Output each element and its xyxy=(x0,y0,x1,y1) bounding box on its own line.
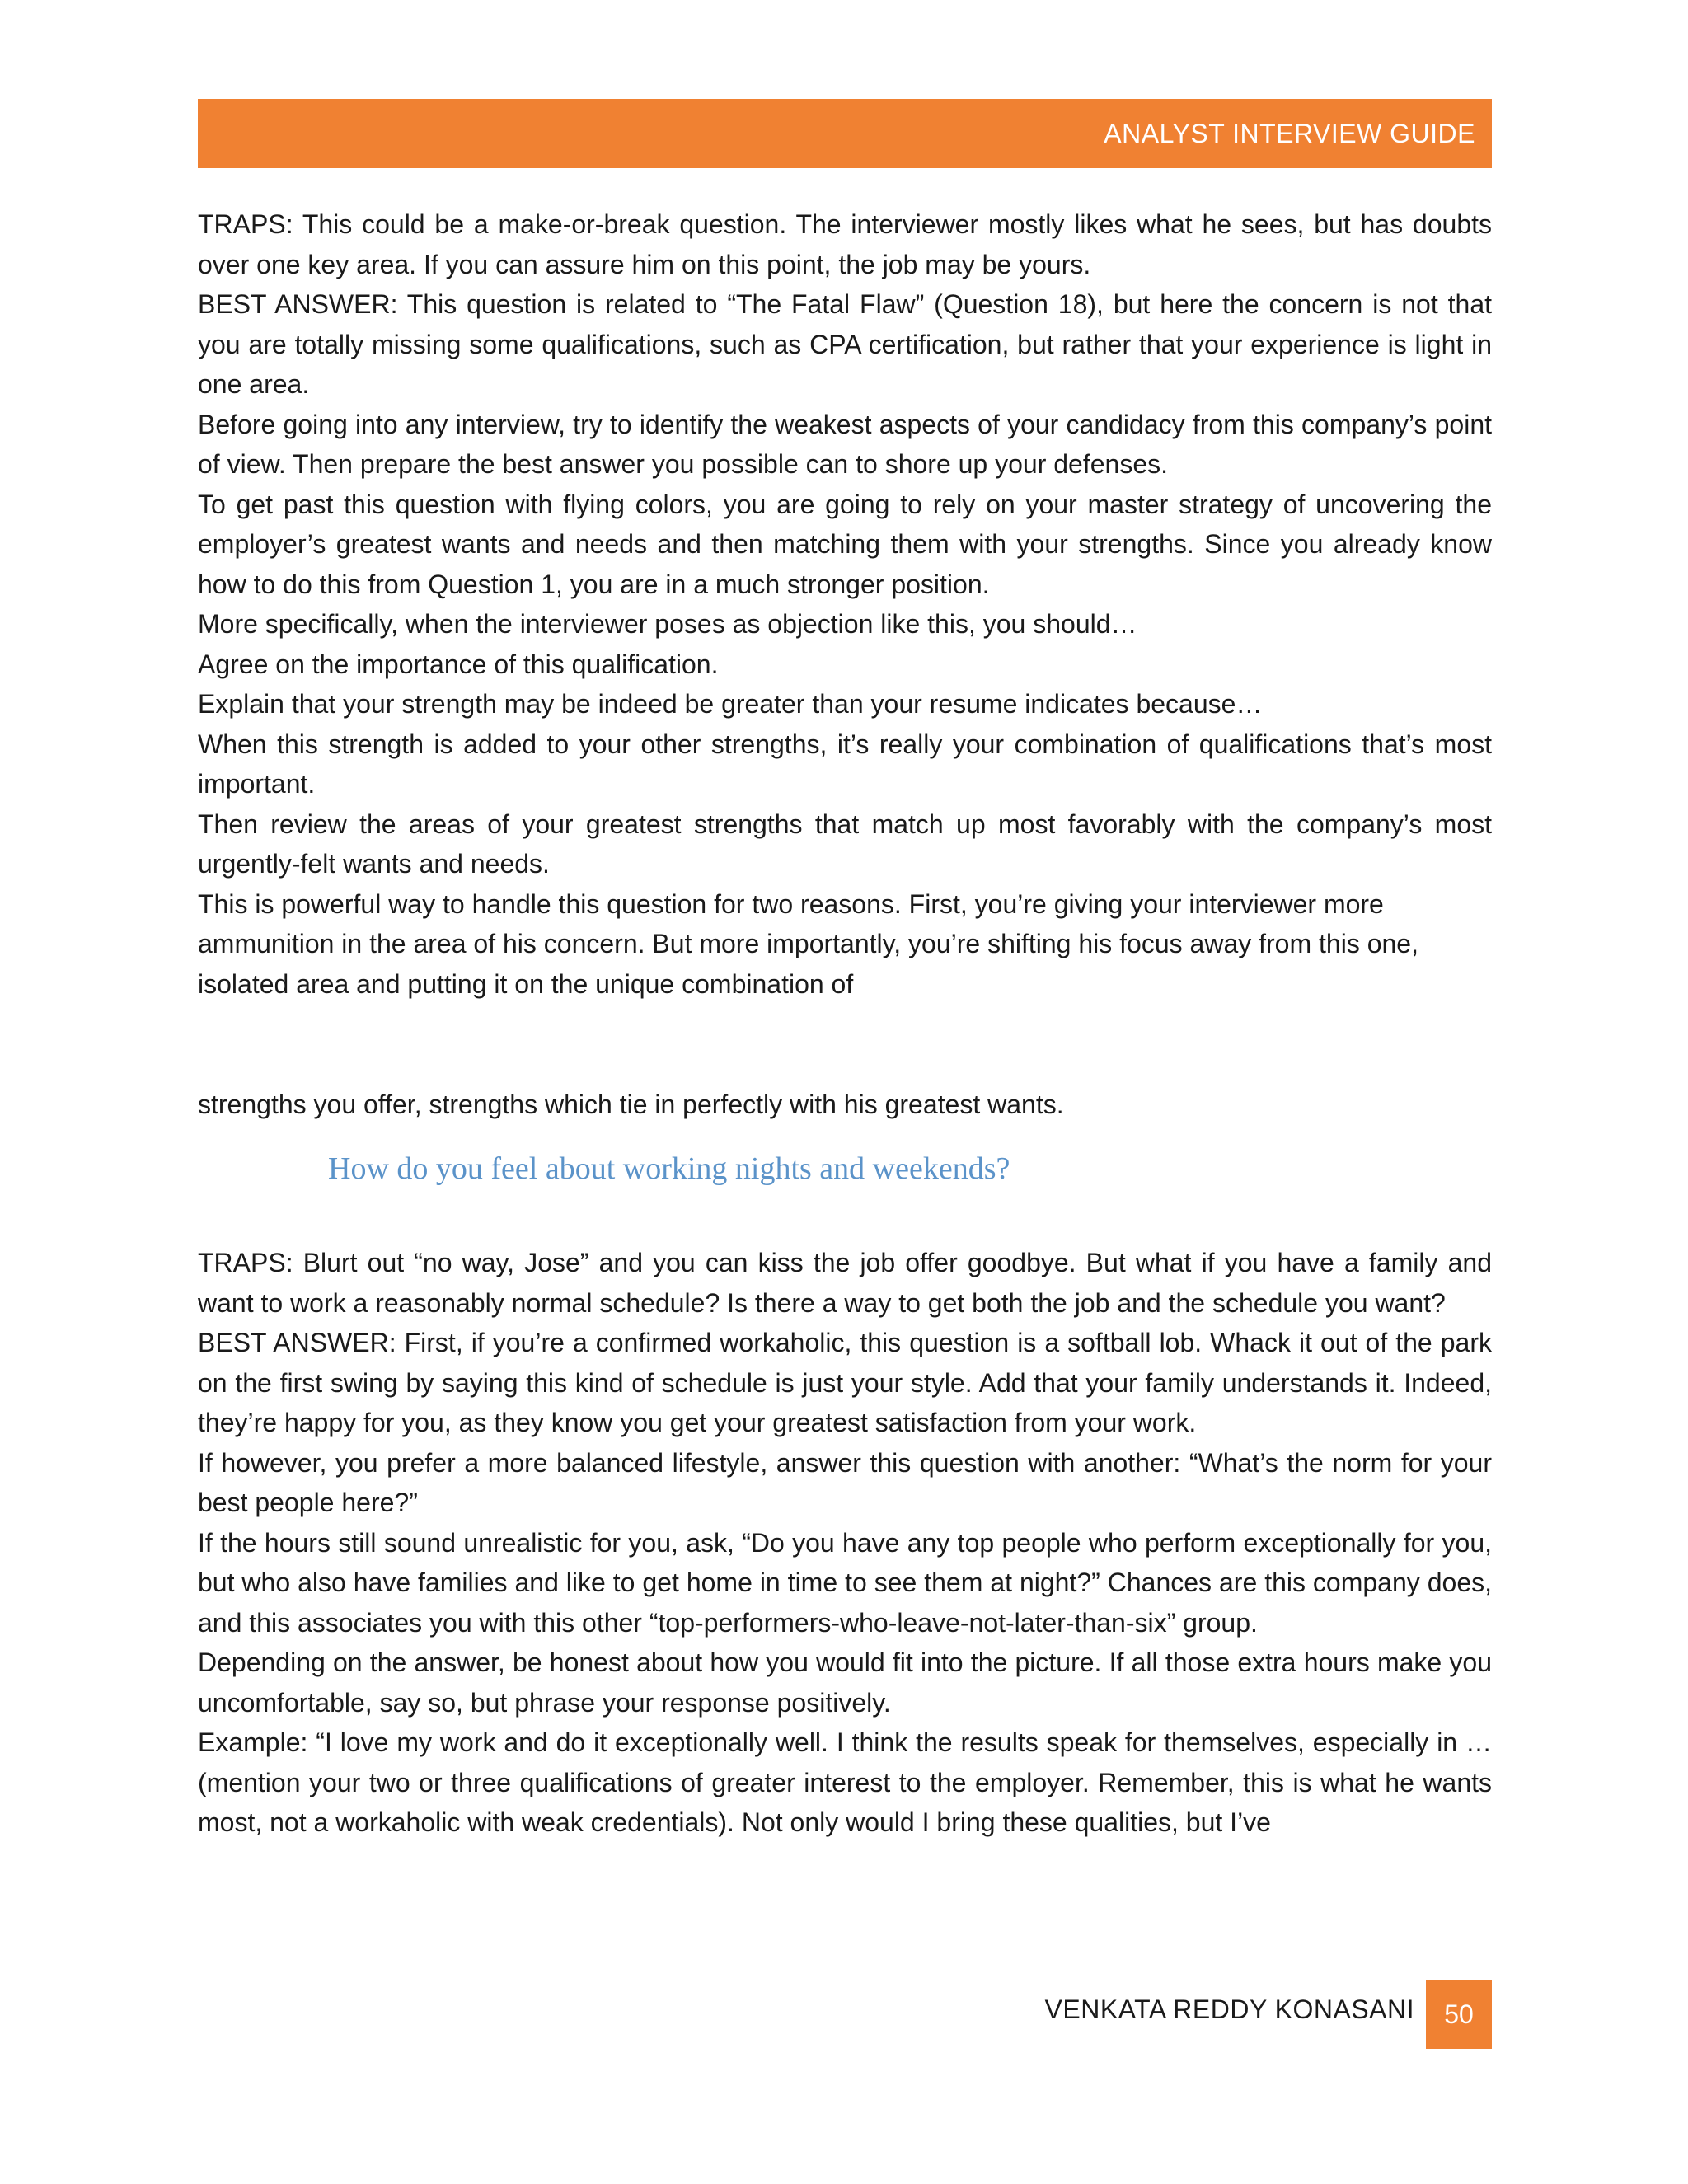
paragraph: If however, you prefer a more balanced lifestyle, answer this question with another: “What’s the norm for your best people here?” xyxy=(198,1447,1492,1517)
header-title: ANALYST INTERVIEW GUIDE xyxy=(1104,118,1475,148)
page-number: 50 xyxy=(1444,1999,1474,2029)
paragraph: More specifically, when the interviewer poses as objection like this, you should… xyxy=(198,609,1137,639)
paragraph: Then review the areas of your greatest strengths that match up most favorably with the company’s most urgently-felt wants and needs. xyxy=(198,808,1492,879)
page-number-box xyxy=(1426,1980,1492,2049)
paragraph: TRAPS: This could be a make-or-break question. The interviewer mostly likes what he sees, but has doubts over one key area. If you can assure him on this point, the job may be yours. xyxy=(198,209,1492,279)
paragraph: BEST ANSWER: First, if you’re a confirmed workaholic, this question is a softball lob. Whack it out of the park on the first swing by saying this kind of schedule is just your style. Add that your family understands it. Indeed, they’re happy for you, as they know you get your greatest satisfaction from your work. xyxy=(198,1328,1492,1437)
paragraph: BEST ANSWER: This question is related to “The Fatal Flaw” (Question 18), but here the concern is not that you are totally missing some qualifications, such as CPA certification, but rather that your experience is light in one area. xyxy=(198,289,1492,399)
paragraph: When this strength is added to your other strengths, it’s really your combination of qualifications that’s most important. xyxy=(198,729,1492,799)
body-text-block-3 xyxy=(198,1243,1492,1843)
paragraph: If the hours still sound unrealistic for you, ask, “Do you have any top people who perform exceptionally for you, but who also have families and like to get home in time to see them at night?” Chances are this company does, and this associates you with this other “top-performers-who-leave-not-later-than-six” group. xyxy=(198,1527,1492,1638)
body-text-block-2 xyxy=(198,1085,1492,1125)
paragraph: This is powerful way to handle this question for two reasons. First, you’re giving your interviewer more ammunition in the area of his concern. But more importantly, you’re shifting his focus away from this one, isolated area and putting it on the unique combination of xyxy=(198,888,1418,999)
paragraph: strengths you offer, strengths which tie in perfectly with his greatest wants. xyxy=(198,1090,1064,1119)
paragraph: Example: “I love my work and do it exceptionally well. I think the results speak for themselves, especially in …(mention your two or three qualifications of greater interest to the employer. Remember, this is what he wants most, not a workaholic with weak credentials). Not only would I bring these qualities, but I’ve xyxy=(198,1727,1492,1837)
question-heading: How do you feel about working nights and weekends? xyxy=(328,1151,1010,1186)
footer-author: VENKATA REDDY KONASANI xyxy=(1044,1994,1414,2024)
paragraph: Agree on the importance of this qualification. xyxy=(198,649,719,679)
paragraph: To get past this question with flying colors, you are going to rely on your master strategy of uncovering the employer’s greatest wants and needs and then matching them with your strengths. Since you already know how to do this from Question 1, you are in a much stronger position. xyxy=(198,489,1492,599)
paragraph: Before going into any interview, try to identify the weakest aspects of your candidacy from this company’s point of view. Then prepare the best answer you possible can to shore up your defenses. xyxy=(198,409,1492,479)
paragraph: Explain that your strength may be indeed be greater than your resume indicates because… xyxy=(198,689,1263,719)
paragraph: Depending on the answer, be honest about how you would fit into the picture. If all those extra hours make you uncomfortable, say so, but phrase your response positively. xyxy=(198,1647,1492,1718)
paragraph: TRAPS: Blurt out “no way, Jose” and you can kiss the job offer goodbye. But what if you have a family and want to work a reasonably normal schedule? Is there a way to get both the job and the schedule you want? xyxy=(198,1248,1492,1318)
header-bar xyxy=(198,99,1492,168)
body-text-block-1 xyxy=(198,204,1492,1004)
